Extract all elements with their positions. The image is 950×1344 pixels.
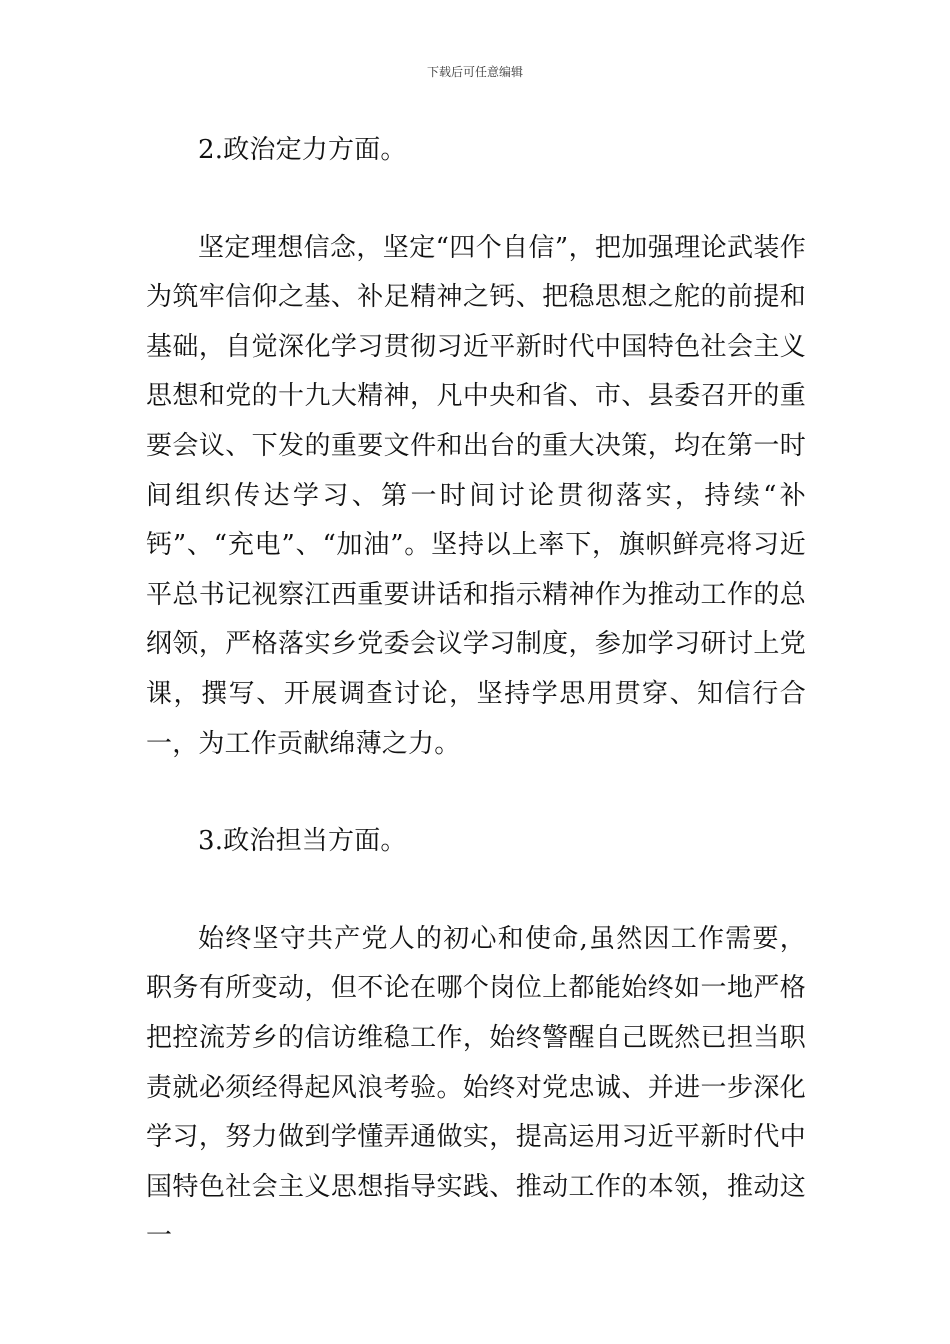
section-heading-political-responsibility: 3.政治担当方面。 bbox=[198, 826, 407, 857]
section-paragraph-political-resolve: 坚定理想信念，坚定“四个自信”，把加强理论武装作为筑牢信仰之基、补足精神之钙、把稳思想之舵的前提和基础，自觉深化学习贯彻习近平新时代中国特色社会主义思想和党的十九大精神，凡中央和省、市、县委召开的重要会议、下发的重要文件和出台的重大决策，均在第一时间组织传达学习、第一时间讨论贯彻落实，持续“补钙”、“充电”、“加油”。坚持以上率下，旗帜鲜亮将习近平总书记视察江西重要讲话和指示精神作为推动工作的总纲领，严格落实乡党委会议学习制度，参加学习研讨上党课，撰写、开展调查讨论，坚持学思用贯穿、知信行合一，为工作贡献绵薄之力。 bbox=[146, 232, 806, 759]
section-paragraph-political-responsibility: 始终坚守共产党人的初心和使命,虽然因工作需要，职务有所变动，但不论在哪个岗位上都能始终如一地严格把控流芳乡的信访维稳工作，始终警醒自己既然已担当职责就必须经得起风浪考验。始终对党忠诚、并进一步深化学习，努力做到学懂弄通做实，提高运用习近平新时代中国特色社会主义思想指导实践、推动工作的本领，推动这一 bbox=[146, 923, 806, 1252]
page-header-note: 下载后可任意编辑 bbox=[426, 65, 523, 79]
section-heading-political-resolve: 2.政治定力方面。 bbox=[198, 135, 407, 165]
document-body bbox=[146, 126, 806, 1262]
